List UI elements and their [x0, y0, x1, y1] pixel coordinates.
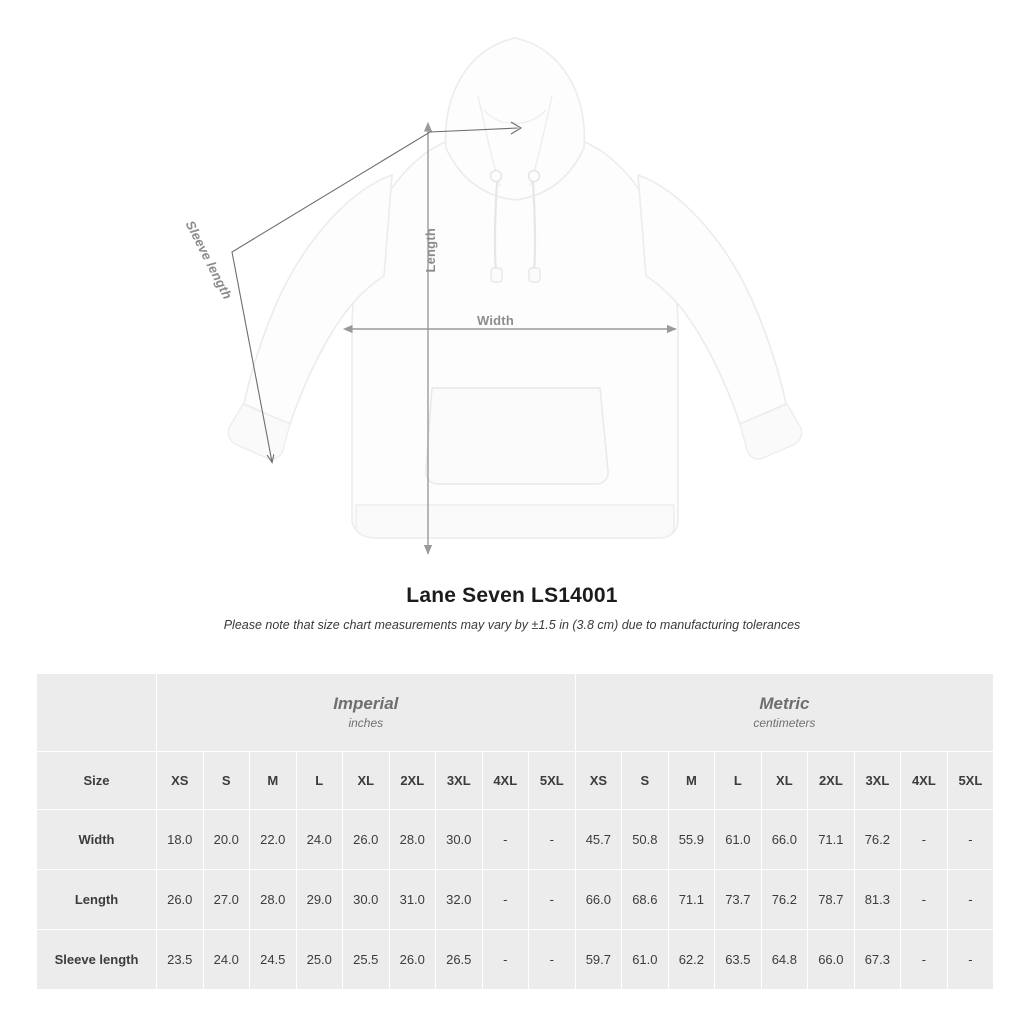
row-label-sleeve-length: Sleeve length [37, 930, 157, 990]
cell: - [529, 870, 576, 930]
cell: 26.0 [389, 930, 436, 990]
cell: 78.7 [808, 870, 855, 930]
cell: 62.2 [668, 930, 715, 990]
header-cell: L [715, 752, 762, 810]
cell: 68.6 [622, 870, 669, 930]
cell: 76.2 [761, 870, 808, 930]
length-annotation-label: Length [423, 228, 438, 273]
row-label-length: Length [37, 870, 157, 930]
cell: - [947, 930, 994, 990]
table-row [37, 870, 994, 930]
cell: 20.0 [203, 810, 250, 870]
cell: - [529, 930, 576, 990]
header-cell: L [296, 752, 343, 810]
header-cell: XS [575, 752, 622, 810]
header-cell: XS [157, 752, 204, 810]
cell: 66.0 [808, 930, 855, 990]
header-cell: S [622, 752, 669, 810]
cell: 22.0 [250, 810, 297, 870]
cell: - [901, 810, 948, 870]
header-cell: S [203, 752, 250, 810]
cell: 71.1 [668, 870, 715, 930]
unit-group-imperial [157, 674, 576, 752]
header-cell: XL [343, 752, 390, 810]
sleeve-length-annotation-label: Sleeve length [182, 218, 236, 302]
cell: 24.5 [250, 930, 297, 990]
cell: - [482, 930, 529, 990]
cell: - [947, 870, 994, 930]
unit-group-metric-name: Metric [759, 694, 810, 714]
cell: 30.0 [343, 870, 390, 930]
header-cell: 5XL [947, 752, 994, 810]
size-chart-table [36, 673, 994, 990]
title-block [0, 584, 1024, 632]
table-row [37, 930, 994, 990]
cell: 45.7 [575, 810, 622, 870]
cell: - [901, 930, 948, 990]
cell: - [482, 870, 529, 930]
header-cell: 4XL [482, 752, 529, 810]
cell: 61.0 [715, 810, 762, 870]
cell: - [947, 810, 994, 870]
cell: - [529, 810, 576, 870]
row-label-width: Width [37, 810, 157, 870]
hoodie-hood [446, 38, 585, 200]
cell: 81.3 [854, 870, 901, 930]
cell: 29.0 [296, 870, 343, 930]
size-chart-table-wrap [36, 673, 988, 990]
cell: 25.5 [343, 930, 390, 990]
unit-row-spacer [37, 674, 157, 752]
header-cell: M [668, 752, 715, 810]
table-header-row [37, 752, 994, 810]
cell: 59.7 [575, 930, 622, 990]
cell: 27.0 [203, 870, 250, 930]
cell: - [901, 870, 948, 930]
cell: 18.0 [157, 810, 204, 870]
cell: 63.5 [715, 930, 762, 990]
cell: 55.9 [668, 810, 715, 870]
cell: 26.0 [343, 810, 390, 870]
cell: 26.5 [436, 930, 483, 990]
header-cell: 2XL [389, 752, 436, 810]
cell: 71.1 [808, 810, 855, 870]
cell: 30.0 [436, 810, 483, 870]
unit-group-row [37, 674, 994, 752]
header-cell: 3XL [854, 752, 901, 810]
cell: 67.3 [854, 930, 901, 990]
cell: 28.0 [250, 870, 297, 930]
cell: 25.0 [296, 930, 343, 990]
header-cell: 5XL [529, 752, 576, 810]
cell: 32.0 [436, 870, 483, 930]
width-annotation-label: Width [477, 313, 514, 328]
header-size-label: Size [37, 752, 157, 810]
cell: 24.0 [296, 810, 343, 870]
cell: 73.7 [715, 870, 762, 930]
cell: 50.8 [622, 810, 669, 870]
tolerance-note: Please note that size chart measurements may vary by ±1.5 in (3.8 cm) due to manufacturing tolerances [223, 618, 801, 632]
cell: 66.0 [761, 810, 808, 870]
cell: 61.0 [622, 930, 669, 990]
cell: 23.5 [157, 930, 204, 990]
table-row [37, 810, 994, 870]
unit-group-imperial-name: Imperial [333, 694, 399, 714]
cell: 31.0 [389, 870, 436, 930]
cell: - [482, 810, 529, 870]
cell: 26.0 [157, 870, 204, 930]
unit-group-imperial-subtitle: inches [348, 715, 384, 730]
page-title: Lane Seven LS14001 [406, 584, 618, 607]
header-cell: 3XL [436, 752, 483, 810]
cell: 76.2 [854, 810, 901, 870]
header-cell: M [250, 752, 297, 810]
unit-group-metric-subtitle: centimeters [753, 715, 816, 730]
header-cell: XL [761, 752, 808, 810]
unit-group-metric [575, 674, 994, 752]
cell: 24.0 [203, 930, 250, 990]
cell: 64.8 [761, 930, 808, 990]
header-cell: 2XL [808, 752, 855, 810]
cell: 28.0 [389, 810, 436, 870]
header-cell: 4XL [901, 752, 948, 810]
cell: 66.0 [575, 870, 622, 930]
